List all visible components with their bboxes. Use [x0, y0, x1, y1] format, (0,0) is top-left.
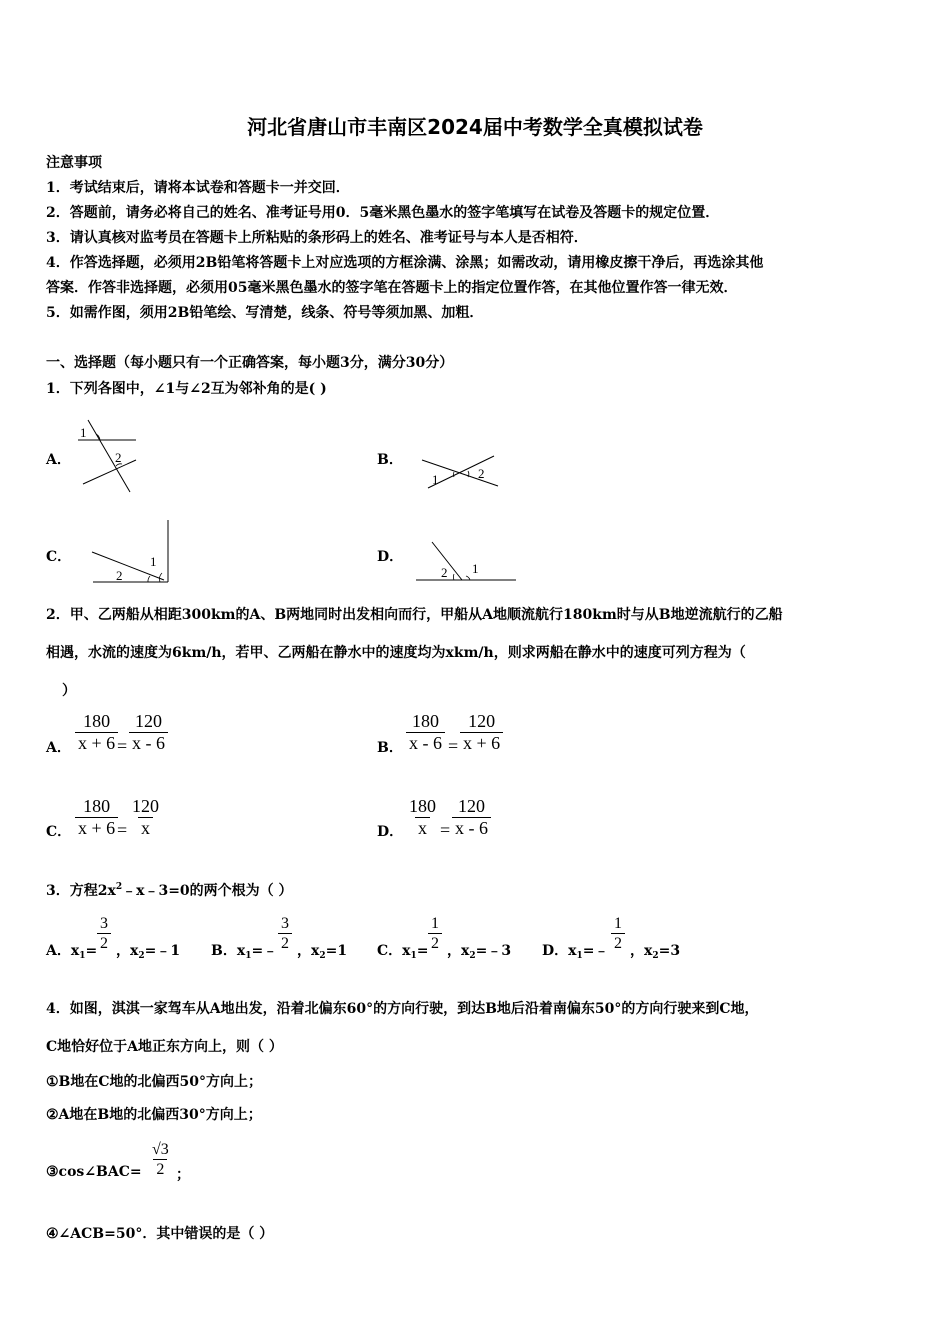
x1-equals: = [85, 943, 98, 959]
x1: x [70, 943, 80, 959]
q1-figure-d [414, 540, 518, 584]
q2-b-left-fraction [406, 711, 445, 754]
notice-item-4: 4．作答选择题，必须用2B铅笔将答题卡上对应选项的方框涂满、涂黑；如需改动，请用橡皮擦干净后，再选涂其他 [46, 255, 764, 271]
q1-d-angle-2: 2 [441, 565, 448, 580]
q3-stem-pre: 3．方程2x [46, 883, 116, 899]
q1-c-angle-1: 1 [150, 554, 157, 569]
q1-b-angle-1: 1 [432, 472, 439, 487]
q4-stem-line-2: C地恰好位于A地正东方向上，则（ ） [46, 1039, 283, 1055]
q2-b-right-fraction [460, 711, 503, 754]
denominator: x - 6 [452, 817, 491, 839]
denominator: x + 6 [75, 817, 118, 839]
q3-c-x2 [447, 940, 511, 961]
notice-item-4-cont: 答案．作答非选择题，必须用05毫米黑色墨水的签字笔在答题卡上的指定位置作答，在其他位置作答一律无效． [46, 280, 738, 296]
x1: x [402, 943, 411, 959]
numerator: 1 [431, 915, 439, 932]
notice-item-3: 3．请认真核对监考员在答题卡上所粘贴的条形码上的姓名、准考证号与本人是否相符． [46, 230, 588, 246]
numerator: 180 [409, 796, 436, 816]
denominator: x - 6 [129, 732, 168, 754]
x2-value: =﹣3 [475, 943, 512, 959]
q3-b-fraction [278, 914, 292, 953]
equals-sign: = [440, 820, 451, 840]
numerator: 120 [468, 711, 496, 731]
notice-item-5: 5．如需作图，须用2B铅笔绘、写清楚，线条、符号等须加黑、加粗． [46, 305, 484, 321]
q3-option-c [377, 940, 429, 961]
denominator: 2 [428, 933, 442, 953]
page-title: 河北省唐山市丰南区2024届中考数学全真模拟试卷 [247, 115, 703, 139]
q4-statement-1: ①B地在C地的北偏西50°方向上； [46, 1074, 263, 1090]
numerator: 180 [83, 796, 111, 816]
q1-figure-c [90, 518, 174, 586]
denominator: 2 [278, 933, 292, 953]
notice-heading: 注意事项 [46, 155, 102, 171]
q3-b-x2 [297, 940, 347, 961]
q3-option-b [211, 940, 277, 961]
numerator: 180 [412, 711, 439, 731]
q4-statement-2: ②A地在B地的北偏西30°方向上； [46, 1107, 262, 1123]
q3-d-fraction [611, 914, 625, 953]
option-label: C． [377, 943, 403, 959]
equals-sign: = [117, 736, 128, 756]
x1-equals: =﹣ [582, 943, 609, 959]
x2-value: =3 [658, 943, 681, 959]
equals-sign: = [448, 736, 459, 756]
x2: ，x [116, 943, 139, 959]
x2-subscript: 2 [469, 951, 476, 961]
numerator: √3 [152, 1141, 169, 1158]
numerator: 120 [458, 796, 485, 816]
q1-figure-a [78, 418, 144, 496]
q3-option-d [542, 940, 609, 961]
x2: ，x [297, 943, 320, 959]
numerator: 180 [83, 711, 111, 731]
q1-stem: 1．下列各图中，∠1与∠2互为邻补角的是( ) [46, 381, 327, 397]
q1-b-angle-2: 2 [478, 466, 485, 481]
q4-statement-3-pre: ③cos∠BAC= [46, 1164, 142, 1180]
x2: ，x [447, 943, 470, 959]
denominator: x - 6 [406, 732, 445, 754]
q4-stem-line-1: 4．如图，淇淇一家驾车从A地出发，沿着北偏东60°的方向行驶，到达B地后沿着南偏东50°的方向行驶来到C地， [46, 1001, 759, 1017]
q1-option-c-label: C． [46, 549, 72, 565]
x2-subscript: 2 [319, 951, 326, 961]
q2-stem-line-2: 相遇，水流的速度为6km/h，若甲、乙两船在静水中的速度均为xkm/h，则求两船在静水中的速度可列方程为（ [46, 645, 746, 661]
q2-option-b-label: B． [377, 740, 403, 756]
q3-a-x2 [116, 940, 180, 961]
q1-a-angle-1: 1 [80, 425, 87, 440]
denominator: 2 [611, 933, 625, 953]
q1-d-angle-1: 1 [472, 561, 479, 576]
q3-stem-post: ﹣x﹣3=0的两个根为（ ） [122, 883, 293, 899]
x2-subscript: 2 [652, 951, 659, 961]
q1-option-b-label: B． [377, 452, 403, 468]
q3-d-x2 [630, 940, 680, 961]
denominator: 2 [153, 1159, 167, 1179]
section-heading: 一、选择题（每小题只有一个正确答案，每小题3分，满分30分） [46, 355, 454, 371]
x1-subscript: 1 [576, 951, 583, 961]
q1-figure-b [420, 452, 500, 492]
q2-option-a-label: A． [46, 740, 71, 756]
numerator: 1 [614, 915, 622, 932]
q4-statement-4: ④∠ACB=50°．其中错误的是（ ） [46, 1226, 274, 1242]
q3-stem-exponent: 2 [115, 882, 123, 892]
denominator: 2 [97, 933, 111, 953]
q3-c-fraction [428, 914, 442, 953]
x1: x [236, 943, 246, 959]
numerator: 3 [281, 915, 289, 932]
q2-a-left-fraction [75, 711, 118, 754]
q1-option-d-label: D． [377, 549, 404, 565]
q2-a-right-fraction [129, 711, 168, 754]
q2-stem-line-3: ） [62, 683, 76, 699]
q1-a-angle-2: 2 [115, 450, 122, 465]
equals-sign: = [117, 820, 128, 840]
option-label: D． [542, 943, 569, 959]
q2-d-right-fraction [452, 796, 491, 839]
denominator: x [415, 817, 430, 839]
numerator: 120 [135, 711, 162, 731]
denominator: x [138, 817, 153, 839]
q2-option-d-label: D． [377, 824, 404, 840]
x2: ，x [630, 943, 653, 959]
option-label: B． [211, 943, 237, 959]
notice-item-1: 1．考试结束后，请将本试卷和答题卡一并交回． [46, 180, 350, 196]
option-label: A． [46, 943, 71, 959]
q2-c-left-fraction [75, 796, 118, 839]
q2-option-c-label: C． [46, 824, 72, 840]
q4-cos-fraction [149, 1140, 172, 1179]
q2-d-left-fraction [406, 796, 439, 839]
q3-option-a [46, 940, 97, 961]
q1-c-angle-2: 2 [116, 568, 123, 583]
x1-subscript: 1 [245, 951, 252, 961]
x1-equals: = [416, 943, 429, 959]
q1-option-a-label: A． [46, 452, 71, 468]
q2-stem-line-1: 2．甲、乙两船从相距300km的A、B两地同时出发相向而行，甲船从A地顺流航行180km时与从B地逆流航行的乙船 [46, 607, 783, 623]
x2-value: =1 [325, 943, 348, 959]
q3-a-fraction [97, 914, 111, 953]
x2-value: =﹣1 [144, 943, 181, 959]
notice-item-2: 2．答题前，请务必将自己的姓名、准考证号用0．5毫米黑色墨水的签字笔填写在试卷及答题卡的规定位置． [46, 205, 720, 221]
denominator: x + 6 [460, 732, 503, 754]
x1-subscript: 1 [79, 951, 86, 961]
numerator: 3 [100, 915, 108, 932]
x1-subscript: 1 [410, 951, 417, 961]
denominator: x + 6 [75, 732, 118, 754]
numerator: 120 [132, 796, 159, 816]
q4-statement-3-post: ； [176, 1167, 190, 1183]
x1: x [568, 943, 577, 959]
q2-c-right-fraction [129, 796, 162, 839]
q3-stem [46, 880, 293, 900]
x1-equals: =﹣ [251, 943, 278, 959]
x2-subscript: 2 [138, 951, 145, 961]
